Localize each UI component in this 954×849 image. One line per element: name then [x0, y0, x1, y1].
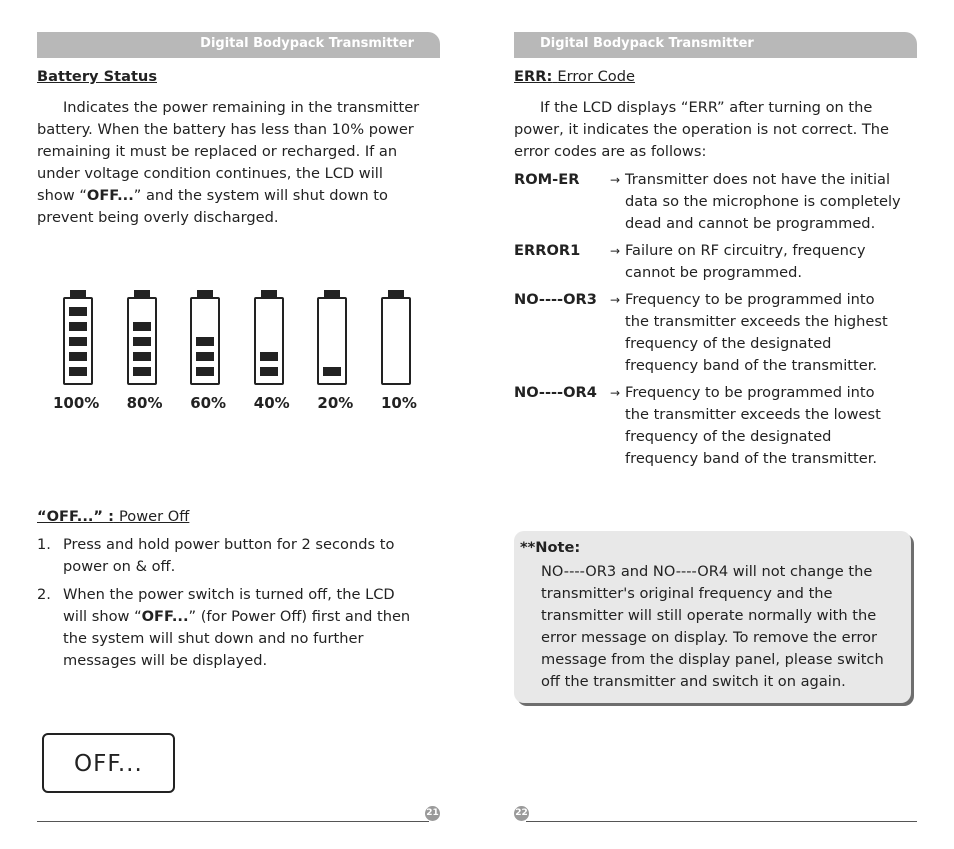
battery-segment — [69, 367, 87, 376]
battery-body — [127, 297, 157, 385]
battery-level-label: 20% — [317, 394, 354, 412]
battery-cap — [134, 290, 150, 297]
battery-segment — [133, 337, 151, 346]
battery-status-text: Indicates the power remaining in the transmitter battery. When the battery has less than 10% power remaining it must be replaced or recharged. If an under voltage condition continues, the LCD will show “OFF...” and the system will shut down to prevent being overly discharged. — [37, 99, 420, 226]
arrow-right-icon: → — [610, 173, 621, 187]
error-intro-text: If the LCD displays “ERR” after turning on the power, it indicates the operation is not correct. The error codes are as follows: — [514, 99, 889, 160]
footer-rule — [526, 821, 917, 822]
battery-cap — [324, 290, 340, 297]
error-code-title: ERR: Error Code — [514, 68, 635, 85]
arrow-right-icon: → — [610, 293, 621, 307]
battery-status-title: Battery Status — [37, 68, 157, 85]
battery-body — [63, 297, 93, 385]
list-item: 1. Press and hold power button for 2 seconds to power on & off. — [37, 536, 395, 575]
footer-rule — [37, 821, 429, 822]
note-text: NO----OR3 and NO----OR4 will not change the transmitter's original frequency and the transmitter will still operate normally with the error message on display. To remove the error message from the display panel, please switch off the transmitter and switch it on again. — [541, 563, 884, 690]
battery-segment — [196, 337, 214, 346]
error-code-row-no-or3: NO----OR3 → Frequency to be programmed into the transmitter exceeds the highest frequency of the designated frequency band of the transmitter. — [514, 291, 888, 374]
battery-segment — [196, 352, 214, 361]
battery-segment — [323, 367, 341, 376]
error-code-row-error1: ERROR1 → Failure on RF circuitry, frequency cannot be programmed. — [514, 242, 866, 281]
error-code-row-rom-er: ROM-ER → Transmitter does not have the initial data so the microphone is completely dead and cannot be programmed. — [514, 171, 901, 232]
battery-level-label: 60% — [190, 394, 227, 412]
header-title: Digital Bodypack Transmitter — [200, 36, 414, 51]
right-page — [514, 0, 917, 849]
arrow-right-icon: → — [610, 244, 621, 258]
battery-segment — [133, 322, 151, 331]
page-header-left — [37, 32, 440, 58]
note-box — [514, 531, 911, 703]
battery-level-label: 100% — [53, 394, 100, 412]
page-number: 22 — [514, 806, 529, 821]
list-item: 2. When the power switch is turned off, the LCD will show “OFF...” (for Power Off) first and then the system will shut down and no further messages will be displayed. — [37, 586, 411, 669]
arrow-right-icon: → — [610, 386, 621, 400]
battery-level-label: 40% — [253, 394, 290, 412]
page-header-right — [514, 32, 917, 58]
power-off-steps — [37, 534, 440, 678]
battery-cap — [261, 290, 277, 297]
battery-level-label: 10% — [381, 394, 417, 412]
battery-segment — [69, 322, 87, 331]
left-page — [37, 0, 440, 849]
battery-segment — [260, 352, 278, 361]
battery-body — [317, 297, 347, 385]
battery-segment — [260, 367, 278, 376]
battery-body — [190, 297, 220, 385]
battery-cap — [388, 290, 404, 297]
page-number: 21 — [425, 806, 440, 821]
battery-cap — [197, 290, 213, 297]
note-title: **Note: — [520, 539, 581, 556]
lcd-display-off: OFF... — [42, 733, 175, 793]
battery-segment — [69, 352, 87, 361]
power-off-title: “OFF...” : Power Off — [37, 508, 190, 525]
battery-body — [254, 297, 284, 385]
battery-segment — [69, 307, 87, 316]
header-title: Digital Bodypack Transmitter — [540, 36, 754, 51]
battery-cap — [70, 290, 86, 297]
error-code-list — [514, 169, 917, 475]
battery-segment — [133, 352, 151, 361]
battery-segment — [133, 367, 151, 376]
battery-segment — [69, 337, 87, 346]
error-code-row-no-or4: NO----OR4 → Frequency to be programmed into the transmitter exceeds the lowest frequency of the designated frequency band of the transmitter. — [514, 384, 881, 467]
battery-body — [381, 297, 411, 385]
battery-segment — [196, 367, 214, 376]
battery-level-label: 80% — [126, 394, 163, 412]
